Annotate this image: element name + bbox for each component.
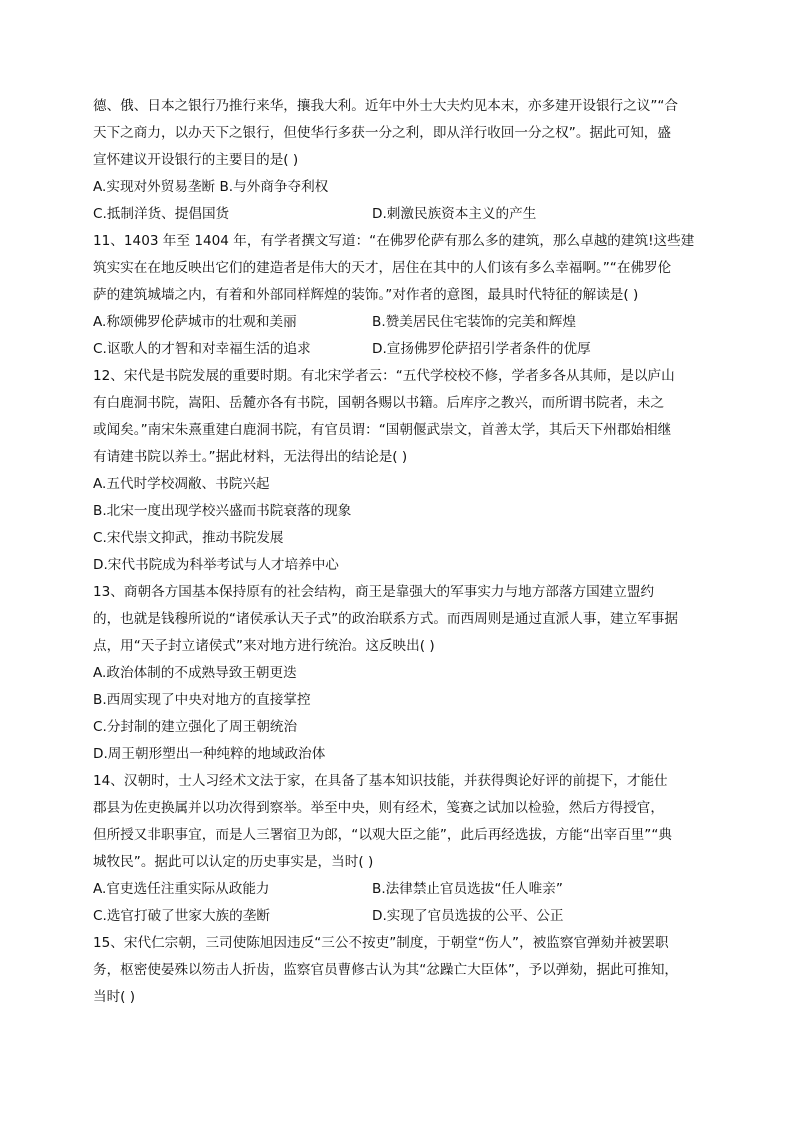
q11-option-b: B.赞美居民住宅装饰的完美和辉煌	[372, 314, 576, 330]
q10-options-ab: A.实现对外贸易垄断 B.与外商争夺利权	[93, 179, 329, 195]
q12-text-line: 有白鹿洞书院，嵩阳、岳麓亦各有书院，国朝各赐以书籍。后库序之教兴，而所谓书院者，未之	[93, 395, 664, 411]
q13-text-line: 点，用“天子封立诸侯式”来对地方进行统治。这反映出( )	[93, 638, 435, 654]
q10-text-line: 德、俄、日本之银行乃推行来华，攘我大利。近年中外士大夫灼见本末，亦多建开设银行之议”“合	[93, 98, 679, 114]
q13-option-d: D.周王朝形塑出一种纯粹的地域政治体	[93, 746, 326, 762]
q10-text-line: 天下之商力，以办天下之银行，但使华行多获一分之利，即从洋行收回一分之权”。据此可知，盛	[93, 125, 671, 141]
q12-option-a: A.五代时学校凋敝、书院兴起	[93, 476, 270, 492]
q10-option-d: D.刺激民族资本主义的产生	[372, 206, 537, 222]
q14-option-d: D.实现了官员选拔的公平、公正	[372, 908, 564, 924]
q13-option-b: B.西周实现了中央对地方的直接掌控	[93, 692, 311, 708]
q11-option-a: A.称颂佛罗伦萨城市的壮观和美丽	[93, 314, 297, 330]
q12-text-line: 12、宋代是书院发展的重要时期。有北宋学者云：“五代学校校不修，学者多各从其师，是以庐山	[93, 368, 675, 384]
q15-text-line: 当时( )	[93, 989, 136, 1005]
q13-text-line: 13、商朝各方国基本保持原有的社会结构，商王是靠强大的军事实力与地方部落方国建立盟约	[93, 584, 655, 600]
q11-text-line: 萨的建筑城墙之内，有着和外部同样辉煌的装饰。”对作者的意图，最具时代特征的解读是( )	[93, 287, 639, 303]
q13-text-line: 的，也就是钱穆所说的“诸侯承认天子式”的政治联系方式。而西周则是通过直派人事，建立军事据	[93, 611, 679, 627]
q14-text-line: 14、汉朝时，士人习经术文法于家，在具备了基本知识技能，并获得舆论好评的前提下，才能仕	[93, 773, 668, 789]
q14-text-line: 郡县为佐吏换属并以功次得到察举。举至中央，则有经术，笺赛之试加以检验，然后方得授官，	[93, 800, 664, 816]
q10-text-line: 宣怀建议开设银行的主要目的是( )	[93, 152, 299, 168]
q13-option-a: A.政治体制的不成熟导致王朝更迭	[93, 665, 297, 681]
q15-text-line: 务，枢密使晏殊以笏击人折齿，监察官员曹修古认为其“忿躁亡大臣体”，予以弹劾，据此可推知，	[93, 962, 679, 978]
q11-text-line: 11、1403 年至 1404 年，有学者撰文写道：“在佛罗伦萨有那么多的建筑，那么卓越的建筑!这些建	[93, 233, 695, 249]
q14-text-line: 城牧民”。据此可以认定的历史事实是，当时( )	[93, 854, 374, 870]
q14-option-a: A.官吏选任注重实际从政能力	[93, 881, 270, 897]
q14-text-line: 但所授又非职事宜，而是人三署宿卫为郎，“以观大臣之能”，此后再经选拔，方能“出宰百里”“典	[93, 827, 672, 843]
q11-option-d: D.宣扬佛罗伦萨招引学者条件的优厚	[372, 341, 591, 357]
q12-option-c: C.宋代崇文抑武，推动书院发展	[93, 530, 284, 546]
q12-option-b: B.北宋一度出现学校兴盛而书院衰落的现象	[93, 503, 352, 519]
q12-text-line: 有请建书院以养士。”据此材料，无法得出的结论是( )	[93, 449, 408, 465]
q13-option-c: C.分封制的建立强化了周王朝统治	[93, 719, 298, 735]
q15-text-line: 15、宋代仁宗朝，三司使陈旭因违反“三公不按吏”制度，于朝堂“伤人”，被监察官弹劾并被罢职	[93, 935, 669, 951]
q14-option-c: C.选官打破了世家大族的垄断	[93, 908, 270, 924]
q10-option-c: C.抵制洋货、提倡国货	[93, 206, 230, 222]
q12-text-line: 或闻矣。”南宋朱熹重建白鹿洞书院，有官员谓：“国朝偃武崇文，首善太学，其后天下州郡始相继	[93, 422, 672, 438]
q11-option-c: C.讴歌人的才智和对幸福生活的追求	[93, 341, 311, 357]
q12-option-d: D.宋代书院成为科举考试与人才培养中心	[93, 557, 339, 573]
q11-text-line: 筑实实在在地反映出它们的建造者是伟大的天才，居住在其中的人们该有多么幸福啊。”“在佛罗伦	[93, 260, 672, 276]
q14-option-b: B.法律禁止官员选拔“任人唯亲”	[372, 881, 563, 897]
